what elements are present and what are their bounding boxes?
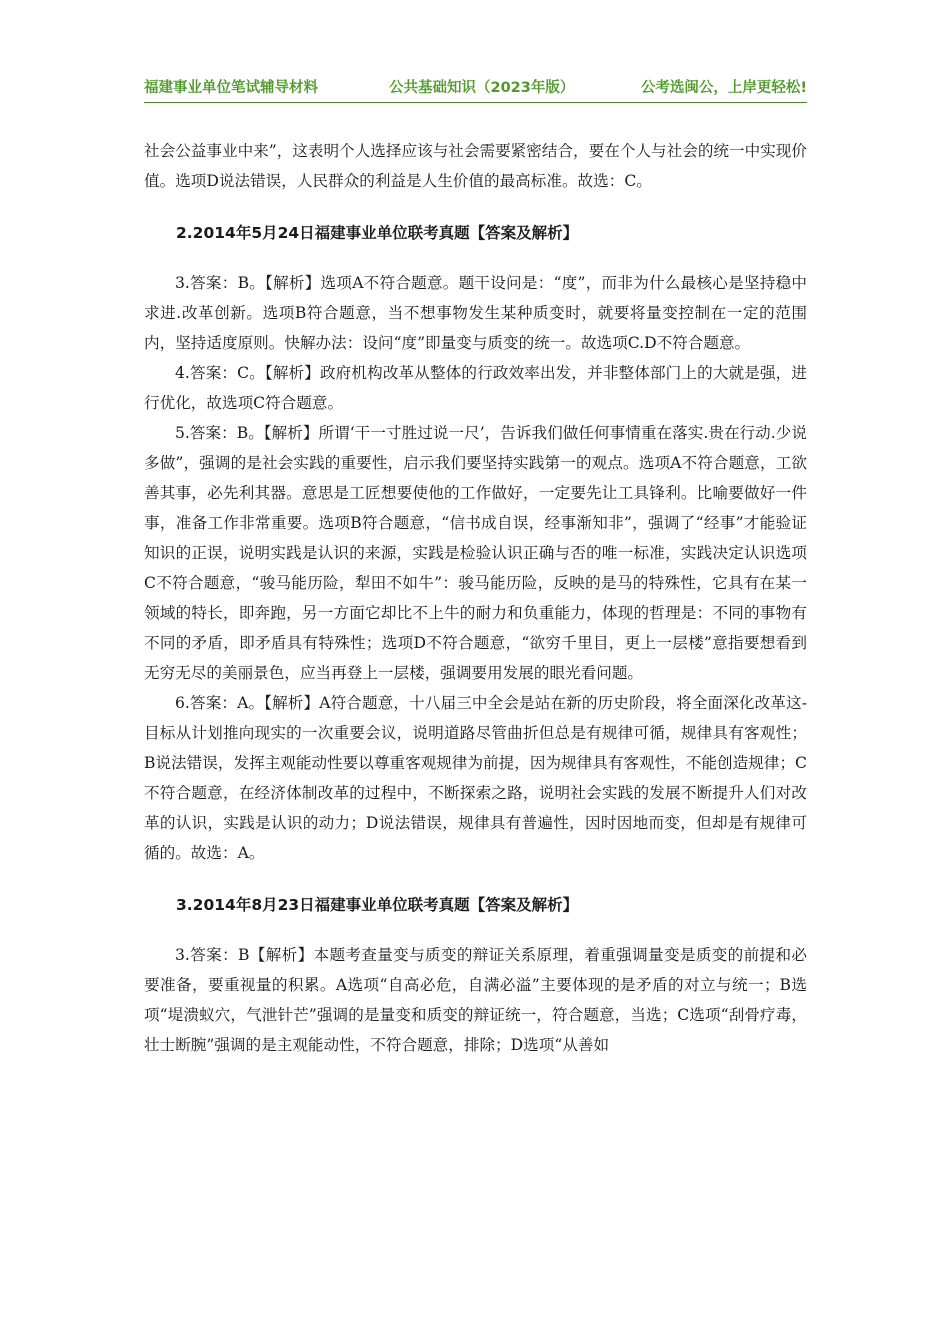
header-center-title: 公共基础知识（2023年版） bbox=[389, 80, 575, 96]
answer-paragraph: 4.答案：C。【解析】政府机构改革从整体的行政效率出发，并非整体部门上的大就是强，进行优化，故选项C符合题意。 bbox=[144, 364, 807, 412]
header-right-slogan: 公考选闽公，上岸更轻松! bbox=[640, 80, 807, 96]
intro-paragraph: 社会公益事业中来”，这表明个人选择应该与社会需要紧密结合，要在个人与社会的统一中实现价值。选项D说法错误，人民群众的利益是人生价值的最高标准。故选：C。 bbox=[144, 142, 807, 190]
answer-paragraph: 5.答案：B。【解析】所谓‘干一寸胜过说一尺’，告诉我们做任何事情重在落实.贵在行动.少说多做”，强调的是社会实践的重要性，启示我们要坚持实践第一的观点。选项A不符合题意，工欲善其事，必先利其器。意思是工匠想要使他的工作做好，一定要先让工具锋利。比喻要做好一件事，准备工作非常重要。选项B符合题意，“信书成自误，经事渐知非”，强调了“经事”才能验证知识的正误，说明实践是认识的来源，实践是检验认识正确与否的唯一标准，实践决定认识选项C不符合题意，“骏马能历险，犁田不如牛”：骏马能历险，反映的是马的特殊性，它具有在某一领域的特长，即奔跑，另一方面它却比不上牛的耐力和负重能力，体现的哲理是：不同的事物有不同的矛盾，即矛盾具有特殊性；选项D不符合题意，“欲穷千里目，更上一层楼”意指要想看到无穷无尽的美丽景色，应当再登上一层楼，强调要用发展的眼光看问题。 bbox=[144, 424, 807, 682]
document-body bbox=[144, 136, 807, 1060]
answer-paragraph: 6.答案：A。【解析】A符合题意，十八届三中全会是站在新的历史阶段，将全面深化改革这-目标从计划推向现实的一次重要会议，说明道路尽管曲折但总是有规律可循，规律具有客观性；B说法错误，发挥主观能动性要以尊重客观规律为前提，因为规律具有客观性，不能创造规律；C不符合题意，在经济体制改革的过程中，不断探索之路，说明社会实践的发展不断提升人们对改革的认识，实践是认识的动力；D说法错误，规律具有普遍性，因时因地而变，但却是有规律可循的。故选：A。 bbox=[144, 694, 807, 862]
answer-paragraph: 3.答案：B。【解析】选项A不符合题意。题干设问是：“度”，而非为什么最核心是坚持稳中求进.改革创新。选项B符合题意，当不想事物发生某种质变时，就要将量变控制在一定的范围内，坚持适度原则。快解办法：设问“度”即量变与质变的统一。故选项C.D不符合题意。 bbox=[144, 274, 807, 352]
page-header bbox=[144, 70, 807, 103]
header-left-title: 福建事业单位笔试辅导材料 bbox=[144, 80, 318, 96]
section-2-heading: 2.2014年5月24日福建事业单位联考真题【答案及解析】 bbox=[176, 224, 579, 242]
section-3-heading: 3.2014年8月23日福建事业单位联考真题【答案及解析】 bbox=[176, 896, 579, 914]
answer-paragraph: 3.答案：B【解析】本题考查量变与质变的辩证关系原理，着重强调量变是质变的前提和必要准备，要重视量的积累。A选项“自高必危，自满必溢”主要体现的是矛盾的对立与统一；B选项“堤溃蚁穴，气泄针芒”强调的是量变和质变的辩证统一，符合题意，当选；C选项“刮骨疗毒，壮士断腕”强调的是主观能动性，不符合题意，排除；D选项“从善如 bbox=[144, 946, 807, 1054]
